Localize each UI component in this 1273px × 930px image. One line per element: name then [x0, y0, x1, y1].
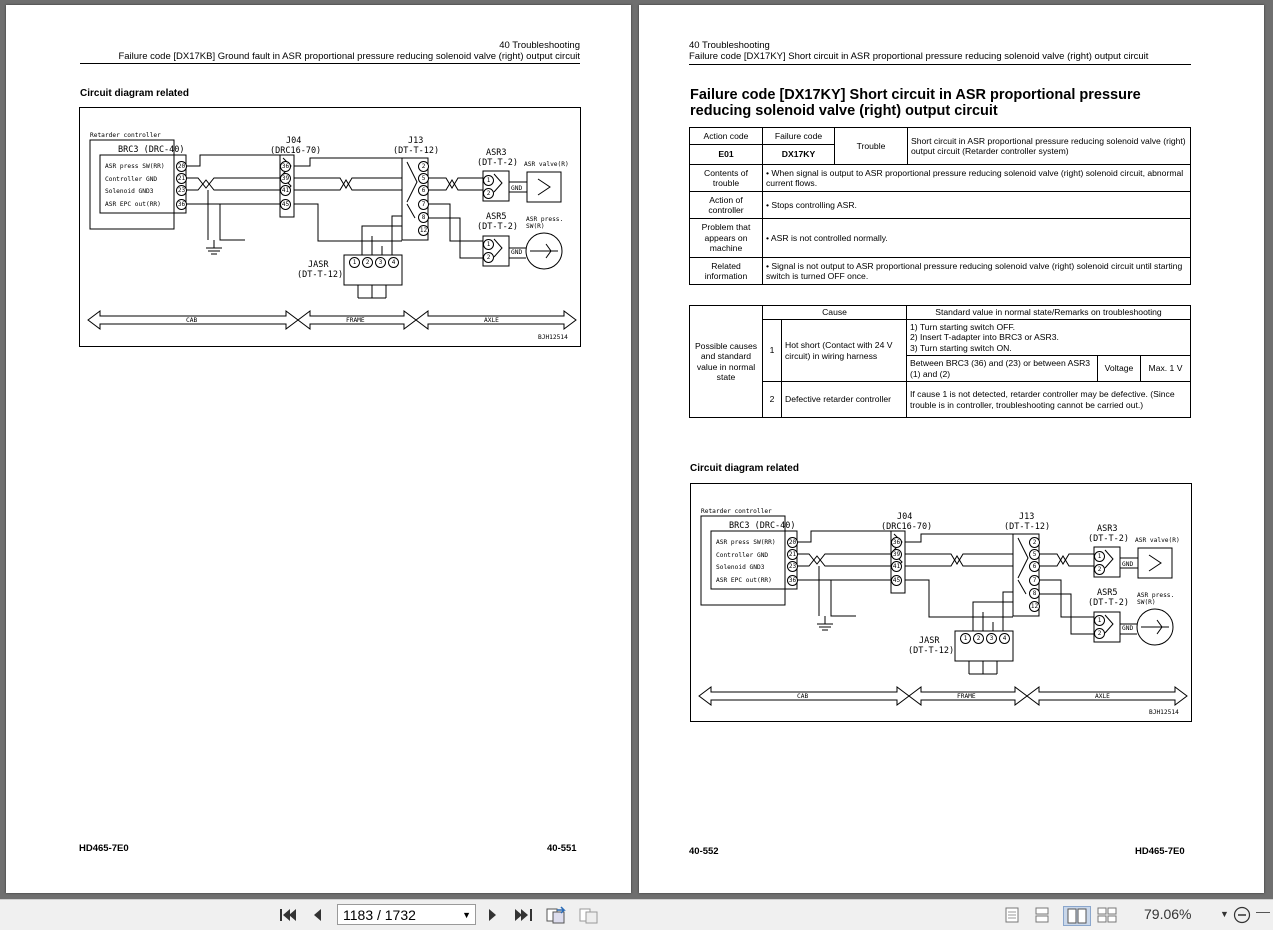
- row-text: • When signal is output to ASR proportional pressure reducing solenoid valve (right) solenoid circuit, abnormal current flows.: [763, 165, 1191, 192]
- viewer-toolbar: [0, 899, 1273, 930]
- step: 1) Turn starting switch OFF.: [910, 321, 1016, 332]
- j04-pin: 36: [892, 539, 901, 546]
- page-header: [689, 40, 1191, 62]
- jasr-pin: 2: [362, 257, 373, 268]
- action-code-value: E01: [690, 145, 763, 165]
- brc3-pin: 36: [177, 201, 186, 208]
- label-signal-4: ASR EPC out(RR): [105, 201, 161, 208]
- continuous-facing-icon[interactable]: [1097, 907, 1117, 923]
- label-j04: J04: [897, 512, 913, 522]
- label-jasr-type: (DT-T-12): [297, 270, 344, 280]
- j13-pin: 12: [419, 227, 428, 234]
- brc3-pin: 20: [177, 163, 186, 170]
- step: 2) Insert T-adapter into BRC3 or ASR3.: [910, 332, 1059, 343]
- asr5-pin: 2: [1094, 628, 1105, 639]
- row-text: • Signal is not output to ASR proportional pressure reducing solenoid valve (right) solenoid circuit until starting switch is turned OFF once.: [763, 258, 1191, 285]
- j04-pin: 41: [892, 563, 901, 570]
- asr5-pin: 1: [1094, 615, 1105, 626]
- label-asr-valve: ASR valve(R): [1135, 537, 1180, 544]
- label-j13: J13: [408, 136, 424, 146]
- measure-between: Between BRC3 (36) and (23) or between ASR3 (1) and (2): [907, 356, 1098, 382]
- failure-code-value: DX17KY: [763, 145, 835, 165]
- asr3-pin: 2: [1094, 564, 1105, 575]
- label-signal-3: Solenoid GND3: [105, 188, 154, 195]
- possible-causes-table: [689, 305, 1191, 418]
- j13-pin: 12: [1030, 603, 1039, 610]
- j13-pin: 2: [1029, 537, 1040, 548]
- step: 3) Turn starting switch ON.: [910, 342, 1012, 353]
- asr3-pin: 1: [1094, 551, 1105, 562]
- row-label: Related information: [690, 258, 763, 285]
- footer-model: HD465-7E0: [79, 843, 129, 854]
- label-signal-2: Controller GND: [105, 176, 158, 183]
- brc3-pin: 36: [788, 577, 797, 584]
- header-rule: [80, 63, 580, 64]
- brc3-pin: 20: [788, 539, 797, 546]
- cause-number: 2: [763, 382, 782, 418]
- measure-type: Voltage: [1098, 356, 1141, 382]
- zone-frame: FRAME: [346, 317, 365, 324]
- label-j13: J13: [1019, 512, 1035, 522]
- causes-side-label: Possible causes and standard value in normal state: [690, 306, 763, 418]
- zoom-value: 79.06%: [1144, 906, 1192, 922]
- first-page-icon[interactable]: [279, 907, 297, 923]
- j04-pin: 39: [892, 551, 901, 558]
- label-brc3: BRC3 (DRC-40): [729, 521, 796, 531]
- label-signal-1: ASR press SW(RR): [105, 163, 165, 170]
- row-text: • Stops controlling ASR.: [763, 192, 1191, 219]
- label-gnd: GND: [511, 185, 523, 192]
- j13-pin: 7: [1029, 575, 1040, 586]
- asr3-pin: 1: [483, 175, 494, 186]
- j13-pin: 2: [418, 161, 429, 172]
- label-asr-press-sw: SW(R): [1137, 599, 1156, 606]
- label-gnd: GND: [1122, 625, 1134, 632]
- failure-code-title: [690, 87, 1200, 119]
- label-brc3: BRC3 (DRC-40): [118, 145, 185, 155]
- j13-pin: 7: [418, 199, 429, 210]
- jasr-pin: 3: [986, 633, 997, 644]
- page-number-text: 1183 / 1732: [343, 907, 416, 923]
- j04-pin: 45: [281, 201, 290, 208]
- measure-value: Max. 1 V: [1141, 356, 1191, 382]
- next-page-icon[interactable]: [486, 907, 500, 923]
- j13-pin: 6: [418, 185, 429, 196]
- jasr-pin: 3: [375, 257, 386, 268]
- label-asr3: ASR3: [1097, 524, 1118, 534]
- document-page-left: [6, 5, 631, 893]
- cause-text: Defective retarder controller: [782, 382, 907, 418]
- label-j13-type: (DT-T-12): [393, 146, 440, 156]
- j04-pin: 41: [281, 187, 290, 194]
- j13-pin: 8: [418, 212, 429, 223]
- go-back-view-icon[interactable]: [545, 907, 567, 923]
- trouble-text: Short circuit in ASR proportional pressure reducing solenoid valve (right) output circuit (Retarder controller system): [908, 128, 1191, 165]
- facing-icon[interactable]: [1063, 906, 1091, 926]
- label-j04-type: (DRC16-70): [270, 146, 322, 156]
- jasr-pin: 1: [960, 633, 971, 644]
- cause-steps: [907, 320, 1191, 356]
- cause-text: Hot short (Contact with 24 V circuit) in wiring harness: [782, 320, 907, 382]
- row-label: Action of controller: [690, 192, 763, 219]
- j04-pin: 39: [281, 175, 290, 182]
- row-label: Problem that appears on machine: [690, 219, 763, 258]
- zoom-dropdown-chevron-icon[interactable]: ▼: [1220, 909, 1229, 919]
- asr3-pin: 2: [483, 188, 494, 199]
- label-jasr-type: (DT-T-12): [908, 646, 955, 656]
- header-chapter: 40 Troubleshooting: [499, 40, 580, 51]
- brc3-pin: 21: [788, 551, 797, 558]
- j04-pin: 36: [281, 163, 290, 170]
- j13-pin: 8: [1029, 588, 1040, 599]
- label-asr3-type: (DT-T-2): [477, 158, 518, 168]
- go-forward-view-icon[interactable]: [578, 907, 600, 923]
- jasr-pin: 4: [999, 633, 1010, 644]
- zoom-level[interactable]: [1144, 906, 1191, 922]
- label-gnd: GND: [1122, 561, 1134, 568]
- header-subtitle: Failure code [DX17KB] Ground fault in ASR proportional pressure reducing solenoid valve (right) output circuit: [118, 51, 580, 62]
- footer-model: HD465-7E0: [1135, 846, 1185, 857]
- brc3-pin: 21: [177, 175, 186, 182]
- cause-number: 1: [763, 320, 782, 382]
- jasr-pin: 2: [973, 633, 984, 644]
- label-gnd: GND: [511, 249, 523, 256]
- label-signal-4: ASR EPC out(RR): [716, 577, 772, 584]
- label-j04-type: (DRC16-70): [881, 522, 933, 532]
- section-title: Circuit diagram related: [80, 88, 189, 99]
- trouble-header: Trouble: [835, 128, 908, 165]
- standard-value-header: Standard value in normal state/Remarks on troubleshooting: [907, 306, 1191, 320]
- label-asr3: ASR3: [486, 148, 507, 158]
- section-title: Circuit diagram related: [690, 463, 799, 474]
- cause-remark: If cause 1 is not detected, retarder controller may be defective. (Since trouble is in controller, troubleshooting cannot be carried out.): [907, 382, 1191, 418]
- zone-cab: CAB: [186, 317, 198, 324]
- single-page-icon[interactable]: [1003, 907, 1021, 923]
- row-label: Contents of trouble: [690, 165, 763, 192]
- footer-page-number: 40-551: [547, 843, 577, 854]
- jasr-pin: 4: [388, 257, 399, 268]
- label-jasr: JASR: [308, 260, 329, 270]
- zone-axle: AXLE: [484, 317, 499, 324]
- label-signal-1: ASR press SW(RR): [716, 539, 776, 546]
- label-asr5-type: (DT-T-2): [477, 222, 518, 232]
- j04-pin: 45: [892, 577, 901, 584]
- chevron-down-icon[interactable]: ▼: [462, 910, 471, 920]
- drawing-ref: BJH12514: [538, 334, 568, 341]
- label-retarder-controller: Retarder controller: [90, 132, 161, 139]
- label-j04: J04: [286, 136, 302, 146]
- label-jasr: JASR: [919, 636, 940, 646]
- footer-page-number: 40-552: [689, 846, 719, 857]
- zoom-slider[interactable]: [1256, 912, 1270, 913]
- label-asr5: ASR5: [1097, 588, 1118, 598]
- title-line-1: Failure code [DX17KY] Short circuit in ASR proportional pressure: [690, 87, 1141, 103]
- asr5-pin: 1: [483, 239, 494, 250]
- label-asr3-type: (DT-T-2): [1088, 534, 1129, 544]
- circuit-diagram: [79, 107, 581, 347]
- drawing-ref: BJH12514: [1149, 709, 1179, 716]
- label-asr-valve: ASR valve(R): [524, 161, 569, 168]
- continuous-icon[interactable]: [1033, 907, 1051, 923]
- document-page-right: [639, 5, 1264, 893]
- page-header: [80, 40, 580, 62]
- label-asr-press: ASR press.: [526, 216, 564, 223]
- j13-pin: 6: [1029, 561, 1040, 572]
- label-signal-2: Controller GND: [716, 552, 769, 559]
- label-retarder-controller: Retarder controller: [701, 508, 772, 515]
- brc3-pin: 23: [177, 187, 186, 194]
- failure-info-table: [689, 127, 1191, 285]
- header-subtitle: Failure code [DX17KY] Short circuit in ASR proportional pressure reducing solenoid valve (right) output circuit: [689, 51, 1149, 62]
- cause-header: Cause: [763, 306, 907, 320]
- circuit-diagram: [690, 483, 1192, 722]
- label-asr5-type: (DT-T-2): [1088, 598, 1129, 608]
- zoom-out-icon[interactable]: [1232, 907, 1252, 923]
- page-number-field[interactable]: [337, 904, 476, 925]
- failure-code-header: Failure code: [763, 128, 835, 145]
- j13-pin: 5: [1029, 549, 1040, 560]
- zone-frame: FRAME: [957, 693, 976, 700]
- label-asr-press: ASR press.: [1137, 592, 1175, 599]
- brc3-pin: 23: [788, 563, 797, 570]
- label-j13-type: (DT-T-12): [1004, 522, 1051, 532]
- asr5-pin: 2: [483, 252, 494, 263]
- label-asr5: ASR5: [486, 212, 507, 222]
- jasr-pin: 1: [349, 257, 360, 268]
- prev-page-icon[interactable]: [310, 907, 324, 923]
- header-chapter: 40 Troubleshooting: [689, 40, 770, 51]
- zone-cab: CAB: [797, 693, 809, 700]
- row-text: • ASR is not controlled normally.: [763, 219, 1191, 258]
- header-rule: [689, 64, 1191, 65]
- action-code-header: Action code: [690, 128, 763, 145]
- j13-pin: 5: [418, 173, 429, 184]
- label-signal-3: Solenoid GND3: [716, 564, 765, 571]
- label-asr-press-sw: SW(R): [526, 223, 545, 230]
- zone-axle: AXLE: [1095, 693, 1110, 700]
- title-line-2: reducing solenoid valve (right) output circuit: [690, 103, 998, 119]
- last-page-icon[interactable]: [514, 907, 534, 923]
